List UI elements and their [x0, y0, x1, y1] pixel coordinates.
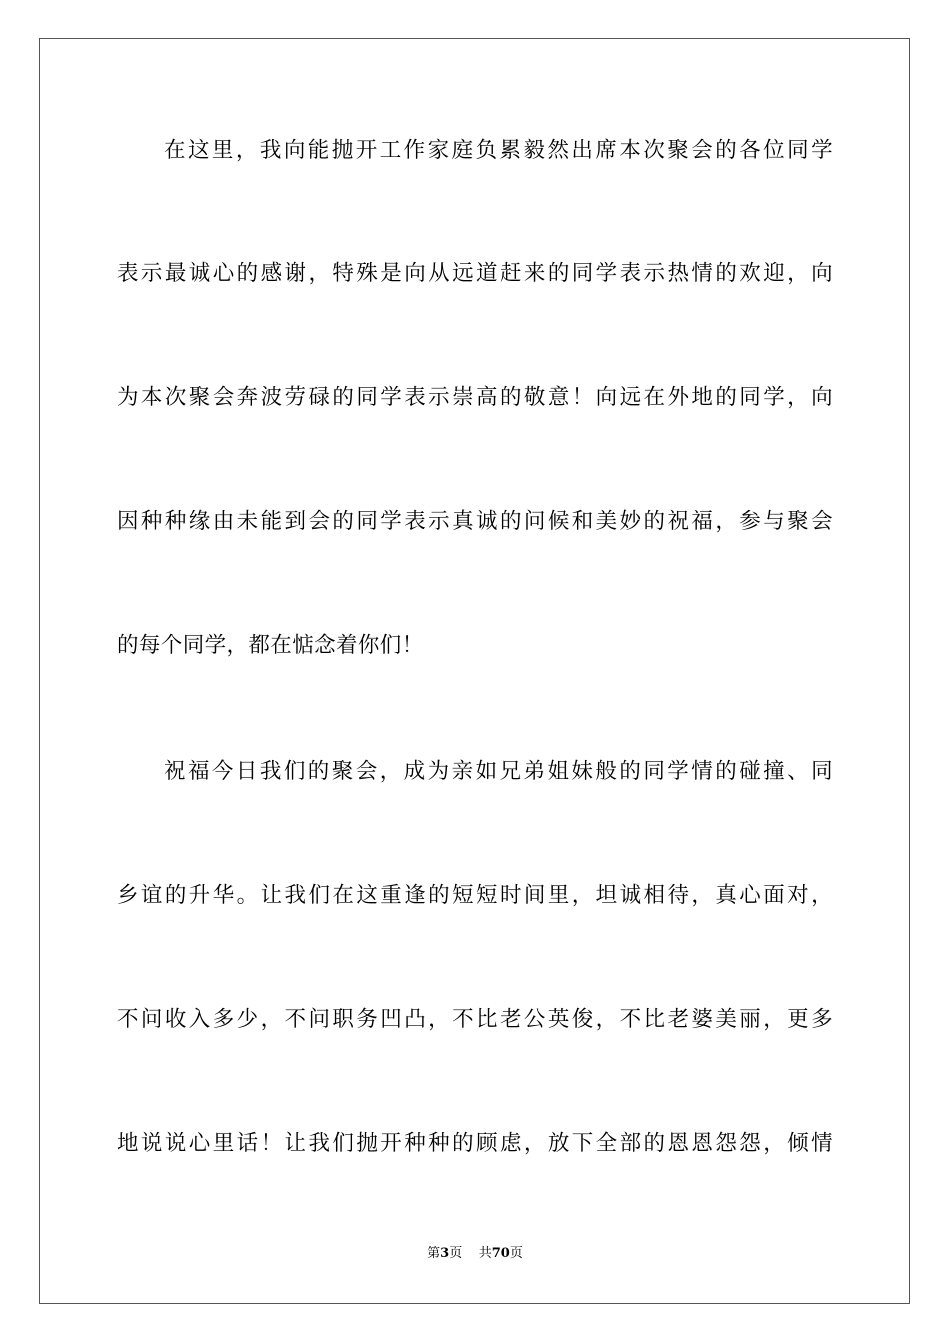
paragraph-2-line-2: 乡谊的升华。让我们在这重逢的短短时间里，坦诚相待，真心面对， — [117, 883, 833, 908]
paragraph-2-line-3: 不问收入多少，不问职务凹凸，不比老公英俊，不比老婆美丽，更多 — [117, 1007, 833, 1032]
page-frame — [39, 38, 910, 1304]
paragraph-1-line-5: 的每个同学，都在惦念着你们！ — [117, 633, 424, 658]
page-prefix: 第 — [427, 1246, 441, 1261]
paragraph-2-line-1: 祝福今日我们的聚会，成为亲如兄弟姐妹般的同学情的碰撞、同 — [164, 759, 833, 784]
page-suffix: 页 — [449, 1246, 463, 1261]
total-pages: 70 — [491, 1246, 510, 1261]
total-prefix: 共 — [478, 1246, 492, 1261]
paragraph-1-line-1: 在这里，我向能抛开工作家庭负累毅然出席本次聚会的各位同学 — [164, 138, 833, 163]
paragraph-1-line-2: 表示最诚心的感谢，特殊是向从远道赶来的同学表示热情的欢迎，向 — [117, 261, 833, 286]
page-footer — [0, 1245, 950, 1263]
total-suffix: 页 — [509, 1246, 523, 1261]
page-number: 3 — [440, 1246, 450, 1261]
paragraph-1-line-3: 为本次聚会奔波劳碌的同学表示崇高的敬意！向远在外地的同学，向 — [117, 385, 833, 410]
paragraph-1-line-4: 因种种缘由未能到会的同学表示真诚的问候和美妙的祝福，参与聚会 — [117, 509, 833, 534]
paragraph-2-line-4: 地说说心里话！让我们抛开种种的顾虑，放下全部的恩恩怨怨，倾情 — [117, 1131, 833, 1156]
